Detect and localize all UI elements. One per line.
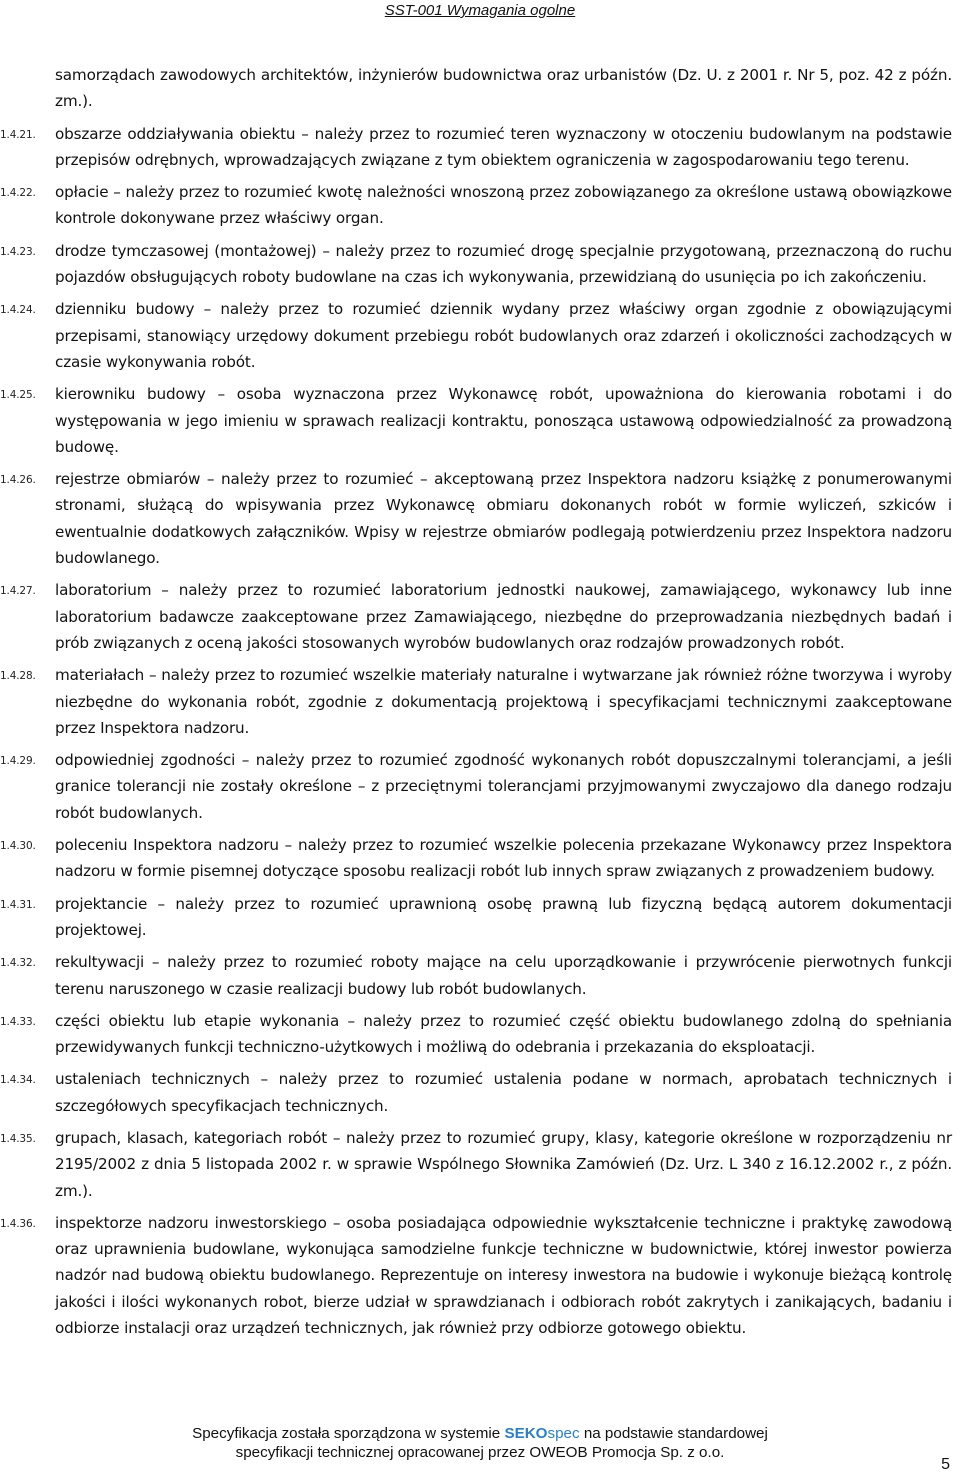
definition-item [0,179,960,232]
definition-item [0,1210,960,1341]
page-footer [0,1424,960,1462]
document-title: SST-001 Wymagania ogolne [384,2,576,19]
definition-item [0,949,960,1002]
definition-number: 1.4.34. [0,1074,36,1087]
footer-text-before: Specyfikacja została sporządzona w systemie [192,1425,505,1442]
definition-text: materiałach – należy przez to rozumieć wszelkie materiały naturalne i wytwarzane jak również różne tworzywa i wyroby niezbędne do wykonania robót, zgodnie z dokumentacją projektową i specyfikacjami technicznymi zaakceptowane przez Inspektora nadzoru. [55,666,952,737]
definition-text: laboratorium – należy przez to rozumieć laboratorium jednostki naukowej, zamawiającego, wykonawcy lub inne laboratorium badawcze zaakceptowane przez Zamawiającego, niezbędne do przeprowadzania niezbędnych badań i prób związanych z oceną jakości stosowanych wyrobów budowlanych oraz rodzajów prowadzonych robót. [55,581,952,652]
definition-number: 1.4.33. [0,1015,36,1028]
definition-text: dzienniku budowy – należy przez to rozumieć dziennik wydany przez właściwy organ zgodnie z obowiązującymi przepisami, stanowiący urzędowy dokument przebiegu robót budowlanych oraz zdarzeń i okoliczności zachodzących w czasie wykonywania robót. [55,300,952,371]
definition-text: kierowniku budowy – osoba wyznaczona przez Wykonawcę robót, upoważniona do kierowania robotami i do występowania w jego imieniu w sprawach realizacji kontraktu, ponosząca ustawową odpowiedzialność za prowadzoną budowę. [55,385,952,456]
definition-item [0,238,960,291]
definition-item [0,1125,960,1204]
definition-item [0,1008,960,1061]
footer-line-2: specyfikacji technicznej opracowanej przez OWEOB Promocja Sp. z o.o. [235,1444,725,1461]
intro-paragraph: samorządach zawodowych architektów, inżynierów budownictwa oraz urbanistów (Dz. U. z 2001 r. Nr 5, poz. 42 z późn. zm.). [55,66,952,111]
definition-number: 1.4.26. [0,474,36,487]
definition-item [0,662,960,741]
definition-text: inspektorze nadzoru inwestorskiego – osoba posiadająca odpowiednie wykształcenie techniczne i praktykę zawodową oraz uprawnienia budowlane, wykonująca samodzielne funkcje techniczne w budownictwie, której inwestor powierza nadzór nad budową obiektu budowlanego. Reprezentuje on interesy inwestora na budowie i wykonuje bieżącą kontrolę jakości i ilości wykonanych robot, bierze udział w sprawdzianach i odbiorach robót zakrytych i zanikających, badaniu i odbiorze instalacji oraz urządzeń technicznych, jak również przy odbiorze gotowego obiektu. [55,1213,952,1338]
definition-text: grupach, klasach, kategoriach robót – należy przez to rozumieć grupy, klasy, kategorie określone w rozporządzeniu nr 2195/2002 z dnia 5 listopada 2002 r. w sprawie Wspólnego Słownika Zamówień (Dz. Urz. L 340 z 16.12.2002 r., z późn. zm.). [55,1128,952,1200]
definition-item [0,832,960,885]
definition-item [0,121,960,174]
page-number: 5 [941,1456,950,1473]
definition-number: 1.4.29. [0,755,36,768]
footer-text-after: na podstawie standardowej [579,1425,768,1442]
definition-item [0,577,960,656]
definition-number: 1.4.22. [0,187,36,200]
definition-item [0,296,960,375]
definition-number: 1.4.27. [0,585,36,598]
definition-text: obszarze oddziaływania obiektu – należy przez to rozumieć teren wyznaczony w otoczeniu budowlanym na podstawie przepisów odrębnych, wprowadzających związane z tym obiektem ograniczenia w zagospodarowaniu tego terenu. [55,124,952,169]
definition-text: rekultywacji – należy przez to rozumieć roboty mające na celu uporządkowanie i przywrócenie pierwotnych funkcji terenu naruszonego w czasie realizacji budowy lub robót budowlanych. [55,953,952,998]
definition-text: poleceniu Inspektora nadzoru – należy przez to rozumieć wszelkie polecenia przekazane Wykonawcy przez Inspektora nadzoru w formie pisemnej dotyczące sposobu realizacji robót lub innych spraw związanych z prowadzeniem budowy. [55,836,952,881]
definition-text: odpowiedniej zgodności – należy przez to rozumieć zgodność wykonanych robót dopuszczalnymi tolerancjami, a jeśli granice tolerancji nie zostały określone – z przeciętnymi tolerancjami przyjmowanymi zwyczajowo dla danego rodzaju robót budowlanych. [55,751,952,822]
definition-number: 1.4.30. [0,840,36,853]
definition-number: 1.4.28. [0,670,36,683]
definition-text: ustaleniach technicznych – należy przez to rozumieć ustalenia podane w normach, aprobatach technicznych i szczegółowych specyfikacjach technicznych. [55,1070,952,1115]
definition-item [0,466,960,571]
definition-number: 1.4.21. [0,128,36,141]
page-header [0,0,960,20]
definition-number: 1.4.23. [0,245,36,258]
definition-item [0,747,960,826]
brand-seko: SEKO [504,1425,548,1442]
brand-spec: spec [547,1425,580,1442]
definition-number: 1.4.35. [0,1132,36,1145]
definition-number: 1.4.31. [0,898,36,911]
definition-text: części obiektu lub etapie wykonania – należy przez to rozumieć część obiektu budowlanego zdolną do spełniania przewidywanych funkcji techniczno-użytkowych i możliwą do odebrania i przekazania do eksploatacji. [55,1011,952,1057]
definition-text: opłacie – należy przez to rozumieć kwotę należności wnoszoną przez zobowiązanego za określone ustawą obowiązkowe kontrole dokonywane przez właściwy organ. [55,183,952,228]
definition-item [0,1066,960,1119]
footer-line-1 [0,1424,960,1443]
definition-item [0,381,960,460]
definition-text: rejestrze obmiarów – należy przez to rozumieć – akceptowaną przez Inspektora nadzoru książkę z ponumerowanymi stronami, służącą do wpisywania przez Wykonawcę obmiaru dokonanych robót w formie wyliczeń, szkiców i ewentualnie dodatkowych załączników. Wpisy w rejestrze obmiarów podlegają potwierdzeniu przez Inspektora nadzoru budowlanego. [55,470,952,568]
document-body [0,62,960,1341]
definition-text: projektancie – należy przez to rozumieć uprawnioną osobę prawną lub fizyczną będącą autorem dokumentacji projektowej. [55,894,952,939]
definition-number: 1.4.25. [0,389,36,402]
definition-number: 1.4.32. [0,957,36,970]
definition-text: drodze tymczasowej (montażowej) – należy przez to rozumieć drogę specjalnie przygotowaną, przeznaczoną do ruchu pojazdów obsługujących roboty budowlane na czas ich wykonywania, przewidzianą do usunięcia po ich zakończeniu. [55,241,952,287]
definition-number: 1.4.36. [0,1217,36,1230]
definition-item [0,891,960,944]
definition-number: 1.4.24. [0,304,36,317]
